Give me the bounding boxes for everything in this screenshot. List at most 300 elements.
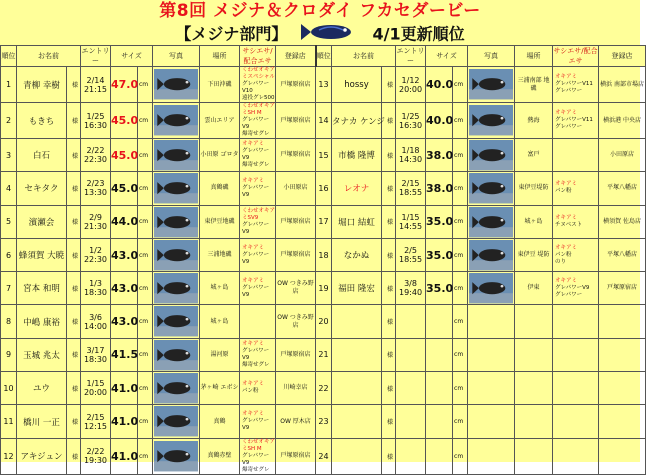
fishing-place: 伊東 bbox=[515, 272, 553, 305]
honorific: 様 bbox=[382, 338, 396, 371]
angler-name: タナカ ケンジ bbox=[332, 103, 382, 139]
table-row bbox=[1, 372, 646, 405]
fish-photo[interactable] bbox=[153, 172, 200, 205]
size-unit: cm bbox=[138, 338, 153, 371]
entry-datetime bbox=[396, 372, 426, 405]
entry-date: 1/25 bbox=[401, 111, 420, 121]
fishing-place: 東伊豆堤防 bbox=[515, 172, 553, 205]
size-unit: cm bbox=[453, 67, 468, 103]
fishing-place bbox=[515, 372, 553, 405]
fish-size: 43.0 bbox=[111, 305, 138, 338]
size-unit: cm bbox=[453, 172, 468, 205]
bait-info bbox=[240, 67, 276, 103]
fish-size: 35.0 bbox=[426, 205, 453, 238]
fish-photo[interactable] bbox=[468, 338, 515, 371]
entry-time: 20:00 bbox=[398, 84, 423, 94]
fish-photo[interactable] bbox=[468, 172, 515, 205]
bait-info bbox=[240, 238, 276, 271]
bait-info bbox=[553, 338, 599, 371]
shop-name: 小田原店 bbox=[599, 139, 646, 172]
angler-name: なかぬ bbox=[332, 238, 382, 271]
fishing-place: 真鶴赤壁 bbox=[200, 438, 240, 474]
rank-cell: 1 bbox=[1, 67, 17, 103]
angler-name bbox=[332, 372, 382, 405]
fishing-place: 東伊豆地磯 bbox=[200, 205, 240, 238]
bait-line: グレパワーV9 bbox=[242, 148, 270, 162]
fish-size: 45.0 bbox=[111, 172, 138, 205]
table-row bbox=[1, 139, 646, 172]
fish-photo[interactable] bbox=[153, 372, 200, 405]
fish-size: 47.0 bbox=[111, 67, 138, 103]
shop-name: 戸塚原宿店 bbox=[276, 438, 316, 474]
honorific: 様 bbox=[382, 139, 396, 172]
entry-time: 21:15 bbox=[83, 84, 108, 94]
bait-line: オキアミ bbox=[555, 244, 578, 251]
entry-date: 3/6 bbox=[89, 312, 102, 322]
entry-date: 3/17 bbox=[86, 345, 105, 355]
rank-cell: 3 bbox=[1, 139, 17, 172]
entry-date: 2/22 bbox=[86, 146, 105, 156]
fish-photo[interactable] bbox=[153, 405, 200, 438]
size-unit: cm bbox=[138, 272, 153, 305]
angler-name: 福田 隆宏 bbox=[332, 272, 382, 305]
fishing-place: 三浦南部 地磯 bbox=[515, 67, 553, 103]
entry-date: 2/22 bbox=[86, 447, 105, 457]
bait-info bbox=[240, 405, 276, 438]
entry-time: 18:30 bbox=[83, 288, 108, 298]
rank-cell: 21 bbox=[316, 338, 332, 371]
fish-photo[interactable] bbox=[468, 67, 515, 103]
size-unit: cm bbox=[138, 438, 153, 474]
bait-line: 爆寄せグレ bbox=[242, 466, 270, 473]
fishing-place: 東伊豆 堤防 bbox=[515, 238, 553, 271]
rank-cell: 14 bbox=[316, 103, 332, 139]
bait-info bbox=[553, 103, 599, 139]
fish-size bbox=[426, 372, 453, 405]
size-unit: cm bbox=[453, 438, 468, 474]
bait-line: グレパワーV9 bbox=[242, 418, 270, 432]
entry-datetime bbox=[396, 205, 426, 238]
fish-photo[interactable] bbox=[468, 438, 515, 474]
bait-line: オキアミ bbox=[555, 74, 578, 80]
fish-size: 41.0 bbox=[111, 405, 138, 438]
fish-size bbox=[426, 338, 453, 371]
angler-name: 堀口 結虹 bbox=[332, 205, 382, 238]
bait-line: グレパワー bbox=[555, 291, 583, 298]
rank-cell: 24 bbox=[316, 438, 332, 474]
entry-time: 22:30 bbox=[83, 155, 108, 165]
fish-photo[interactable] bbox=[468, 139, 515, 172]
bait-info bbox=[240, 338, 276, 371]
entry-date: 1/18 bbox=[401, 146, 420, 156]
honorific: 様 bbox=[382, 272, 396, 305]
entry-datetime bbox=[81, 205, 111, 238]
bait-line: パン粉 bbox=[242, 388, 259, 395]
entry-date: 1/2 bbox=[89, 246, 102, 256]
fish-size bbox=[426, 438, 453, 474]
rank-cell: 18 bbox=[316, 238, 332, 271]
fish-photo[interactable] bbox=[468, 305, 515, 338]
rank-cell: 22 bbox=[316, 372, 332, 405]
entry-datetime bbox=[81, 305, 111, 338]
entry-datetime bbox=[81, 272, 111, 305]
entry-datetime bbox=[396, 405, 426, 438]
fishing-place bbox=[515, 338, 553, 371]
honorific: 様 bbox=[67, 172, 81, 205]
angler-name: 中嶋 康裕 bbox=[17, 305, 67, 338]
bait-line: オキアミ bbox=[242, 244, 265, 251]
bait-line: のり bbox=[555, 258, 567, 265]
header-size: サイズ bbox=[111, 46, 153, 67]
entry-date: 1/12 bbox=[401, 75, 420, 85]
size-unit: cm bbox=[138, 305, 153, 338]
rank-cell: 11 bbox=[1, 405, 17, 438]
fish-photo[interactable] bbox=[468, 272, 515, 305]
entry-date: 2/9 bbox=[89, 212, 102, 222]
fish-size bbox=[426, 405, 453, 438]
honorific: 様 bbox=[67, 238, 81, 271]
fish-photo[interactable] bbox=[153, 205, 200, 238]
honorific: 様 bbox=[382, 238, 396, 271]
bait-line: オキアミ bbox=[242, 340, 265, 347]
entry-time: 16:30 bbox=[83, 120, 108, 130]
fishing-place: 富戸 bbox=[515, 139, 553, 172]
shop-name: 小田原店 bbox=[276, 172, 316, 205]
bait-line: オキアミ bbox=[242, 277, 265, 284]
shop-name bbox=[599, 372, 646, 405]
honorific: 様 bbox=[382, 172, 396, 205]
size-unit: cm bbox=[453, 238, 468, 271]
angler-name: hossy bbox=[332, 67, 382, 103]
fish-size: 43.0 bbox=[111, 272, 138, 305]
fish-size: 41.0 bbox=[111, 438, 138, 474]
bait-line: オキアミ bbox=[242, 381, 265, 388]
shop-name: 戸塚原宿店 bbox=[599, 272, 646, 305]
fish-photo[interactable] bbox=[153, 272, 200, 305]
angler-name bbox=[332, 338, 382, 371]
honorific: 様 bbox=[67, 305, 81, 338]
bait-info bbox=[553, 372, 599, 405]
fish-photo[interactable] bbox=[153, 438, 200, 474]
fish-photo[interactable] bbox=[468, 372, 515, 405]
fish-size: 45.0 bbox=[111, 103, 138, 139]
shop-name bbox=[599, 438, 646, 474]
fish-size: 35.0 bbox=[426, 272, 453, 305]
angler-name bbox=[332, 405, 382, 438]
fish-size: 40.0 bbox=[426, 67, 453, 103]
table-row bbox=[1, 172, 646, 205]
angler-name: セキタク bbox=[17, 172, 67, 205]
entry-time: 22:30 bbox=[83, 255, 108, 265]
entry-time: 19:30 bbox=[83, 456, 108, 466]
bait-info bbox=[553, 438, 599, 474]
honorific: 様 bbox=[67, 139, 81, 172]
entry-time: 18:55 bbox=[398, 255, 423, 265]
header-name: お名前 bbox=[17, 46, 81, 67]
entry-datetime bbox=[396, 139, 426, 172]
bait-line: グレパワーV10 bbox=[242, 81, 270, 94]
size-unit: cm bbox=[453, 305, 468, 338]
angler-name: アキジュン bbox=[17, 438, 67, 474]
table-row bbox=[1, 272, 646, 305]
rank-cell: 2 bbox=[1, 103, 17, 139]
table-row bbox=[1, 205, 646, 238]
bait-line: オキアミ bbox=[555, 181, 578, 188]
fish-size: 38.0 bbox=[426, 139, 453, 172]
entry-date: 2/5 bbox=[404, 246, 417, 256]
bait-info bbox=[240, 438, 276, 474]
honorific: 様 bbox=[67, 103, 81, 139]
fish-photo[interactable] bbox=[153, 139, 200, 172]
fishing-place: 下田沖磯 bbox=[200, 67, 240, 103]
bait-line: オキアミ bbox=[242, 411, 265, 418]
fishing-place: 小田原 ゴロタ bbox=[200, 139, 240, 172]
fish-photo[interactable] bbox=[153, 238, 200, 271]
shop-name: 横浜 南部市場店 bbox=[599, 67, 646, 103]
header-place-right: 場所 bbox=[515, 46, 553, 67]
size-unit: cm bbox=[138, 172, 153, 205]
entry-datetime bbox=[81, 139, 111, 172]
angler-name: 玉城 兆太 bbox=[17, 338, 67, 371]
rank-cell: 4 bbox=[1, 172, 17, 205]
size-unit: cm bbox=[138, 103, 153, 139]
entry-date: 2/15 bbox=[86, 412, 105, 422]
entry-time: 13:30 bbox=[83, 188, 108, 198]
size-unit: cm bbox=[138, 372, 153, 405]
shop-name bbox=[599, 405, 646, 438]
entry-date: 1/15 bbox=[401, 212, 420, 222]
bait-line: 爆寄せグレ bbox=[242, 131, 270, 137]
rank-cell: 8 bbox=[1, 305, 17, 338]
entry-datetime bbox=[396, 438, 426, 474]
fish-photo[interactable] bbox=[468, 205, 515, 238]
honorific: 様 bbox=[67, 272, 81, 305]
shop-name: OW つきみ野店 bbox=[276, 305, 316, 338]
bait-line: 遠投グレ500 bbox=[242, 95, 275, 101]
honorific: 様 bbox=[67, 205, 81, 238]
shop-name: 戸塚原宿店 bbox=[276, 103, 316, 139]
header-size-right: サイズ bbox=[426, 46, 468, 67]
header-rank-right: 順位 bbox=[316, 46, 332, 67]
fish-photo[interactable] bbox=[468, 103, 515, 139]
honorific: 様 bbox=[67, 67, 81, 103]
header-place: 場所 bbox=[200, 46, 240, 67]
bait-info bbox=[240, 205, 276, 238]
angler-name: 橋川 一正 bbox=[17, 405, 67, 438]
honorific: 様 bbox=[382, 405, 396, 438]
fishing-place bbox=[515, 405, 553, 438]
angler-name: 白石 bbox=[17, 139, 67, 172]
bait-info bbox=[240, 139, 276, 172]
table-row bbox=[1, 338, 646, 371]
fish-photo[interactable] bbox=[153, 305, 200, 338]
rank-cell: 16 bbox=[316, 172, 332, 205]
angler-name: 市橋 隆博 bbox=[332, 139, 382, 172]
fish-size: 43.0 bbox=[111, 238, 138, 271]
bait-line: くわせオキアミSV9 bbox=[242, 207, 276, 221]
fish-size: 35.0 bbox=[426, 238, 453, 271]
entry-datetime bbox=[81, 67, 111, 103]
rank-cell: 5 bbox=[1, 205, 17, 238]
bait-line: オキアミ bbox=[555, 277, 578, 284]
angler-name: レオナ bbox=[332, 172, 382, 205]
fishing-place: 熱海 bbox=[515, 103, 553, 139]
bait-line: グレパワーV11 bbox=[555, 117, 593, 123]
bait-line: グレパワーV9 bbox=[242, 251, 270, 265]
shop-name: 戸塚原宿店 bbox=[276, 238, 316, 271]
rank-cell: 10 bbox=[1, 372, 17, 405]
size-unit: cm bbox=[138, 238, 153, 271]
size-unit: cm bbox=[453, 372, 468, 405]
rank-cell: 6 bbox=[1, 238, 17, 271]
table-row bbox=[1, 67, 646, 103]
entry-time: 21:30 bbox=[83, 221, 108, 231]
bait-info bbox=[553, 238, 599, 271]
shop-name: OW 厚木店 bbox=[276, 405, 316, 438]
bait-line: グレパワーV9 bbox=[242, 284, 270, 298]
entry-datetime bbox=[396, 238, 426, 271]
fishing-place: 城ヶ島 bbox=[200, 272, 240, 305]
bait-info bbox=[240, 305, 276, 338]
table-row bbox=[1, 103, 646, 139]
entry-date: 1/3 bbox=[89, 279, 102, 289]
header-shop-right: 登録店 bbox=[599, 46, 646, 67]
bait-info bbox=[553, 272, 599, 305]
shop-name: 横浜港 中央店 bbox=[599, 103, 646, 139]
fishing-place: 城ヶ島 bbox=[200, 305, 240, 338]
angler-name: 宮本 和明 bbox=[17, 272, 67, 305]
entry-datetime bbox=[81, 438, 111, 474]
angler-name: 濱瀬会 bbox=[17, 205, 67, 238]
honorific: 様 bbox=[382, 438, 396, 474]
bait-line: グレパワーV9 bbox=[242, 347, 270, 361]
fish-photo[interactable] bbox=[468, 405, 515, 438]
honorific: 様 bbox=[382, 205, 396, 238]
header-photo-right: 写真 bbox=[468, 46, 515, 67]
honorific: 様 bbox=[382, 305, 396, 338]
size-unit: cm bbox=[453, 405, 468, 438]
honorific: 様 bbox=[67, 338, 81, 371]
angler-name bbox=[332, 305, 382, 338]
bait-line: くわせオキアミスペシャル bbox=[242, 67, 276, 80]
fish-photo[interactable] bbox=[153, 67, 200, 103]
entry-time: 16:30 bbox=[398, 120, 423, 130]
angler-name: 青柳 幸樹 bbox=[17, 67, 67, 103]
division-label: 【メジナ部門】 bbox=[175, 24, 288, 44]
shop-name: 戸塚原宿店 bbox=[276, 338, 316, 371]
entry-datetime bbox=[396, 103, 426, 139]
entry-date: 3/8 bbox=[404, 279, 417, 289]
angler-name: もきち bbox=[17, 103, 67, 139]
bait-line: くわせオキアミSH M bbox=[242, 103, 276, 116]
bait-line: グレパワーV11 bbox=[555, 81, 593, 87]
fish-size: 41.5 bbox=[111, 338, 138, 371]
update-label: 4/1更新順位 bbox=[372, 24, 465, 44]
fish-size bbox=[426, 305, 453, 338]
bait-line: グレパワーV9 bbox=[242, 452, 270, 466]
bait-line: グレパワーV9 bbox=[242, 184, 270, 198]
entry-datetime bbox=[81, 338, 111, 371]
angler-name: 蜂須賀 大暁 bbox=[17, 238, 67, 271]
header-bait: サシエサ/配合エサ bbox=[240, 46, 276, 67]
entry-date: 2/23 bbox=[86, 179, 105, 189]
bait-info bbox=[553, 305, 599, 338]
header-entry-right: エントリー bbox=[396, 47, 425, 65]
bait-line: パン粉 bbox=[555, 188, 572, 195]
fish-size: 44.0 bbox=[111, 205, 138, 238]
bait-info bbox=[553, 139, 599, 172]
bait-line: グレパワーV9 bbox=[555, 284, 590, 291]
header-rank: 順位 bbox=[1, 46, 17, 67]
bait-line: 爆寄せグレ bbox=[242, 361, 270, 368]
entry-datetime bbox=[81, 103, 111, 139]
ranking-rows bbox=[1, 67, 646, 475]
entry-date: 2/15 bbox=[401, 179, 420, 189]
fishing-place: 雲山エリア bbox=[200, 103, 240, 139]
entry-time: 14:30 bbox=[398, 155, 423, 165]
ranking-table bbox=[0, 45, 646, 475]
shop-name bbox=[599, 338, 646, 371]
shop-name: 平塚八幡店 bbox=[599, 172, 646, 205]
shop-name: 平塚八幡店 bbox=[599, 238, 646, 271]
entry-time: 14:55 bbox=[398, 221, 423, 231]
bait-line: オキアミ bbox=[555, 214, 578, 221]
rank-cell: 17 bbox=[316, 205, 332, 238]
bait-line: 爆寄せグレ bbox=[242, 162, 270, 169]
bait-line: グレパワーV9 bbox=[242, 221, 270, 235]
size-unit: cm bbox=[138, 67, 153, 103]
fish-photo[interactable] bbox=[153, 338, 200, 371]
size-unit: cm bbox=[453, 139, 468, 172]
fish-size: 45.0 bbox=[111, 139, 138, 172]
bait-line: オキアミ bbox=[242, 177, 265, 184]
bait-line: くわせオキアミSH M bbox=[242, 438, 276, 452]
rank-cell: 23 bbox=[316, 405, 332, 438]
angler-name: ユウ bbox=[17, 372, 67, 405]
rank-cell: 12 bbox=[1, 438, 17, 474]
rank-cell: 9 bbox=[1, 338, 17, 371]
entry-time: 12:15 bbox=[83, 421, 108, 431]
table-header-row bbox=[1, 46, 646, 67]
bait-info bbox=[240, 103, 276, 139]
table-row bbox=[1, 438, 646, 474]
rank-cell: 15 bbox=[316, 139, 332, 172]
size-unit: cm bbox=[453, 103, 468, 139]
bait-line: オキアミ bbox=[242, 141, 265, 148]
bait-info bbox=[240, 172, 276, 205]
size-unit: cm bbox=[453, 272, 468, 305]
shop-name: 川崎幸店 bbox=[276, 372, 316, 405]
bait-line: グレパワー bbox=[555, 124, 583, 130]
entry-date: 2/14 bbox=[86, 75, 105, 85]
entry-datetime bbox=[81, 372, 111, 405]
fish-photo[interactable] bbox=[153, 103, 200, 139]
rank-cell: 13 bbox=[316, 67, 332, 103]
entry-datetime bbox=[396, 67, 426, 103]
fishing-place bbox=[515, 305, 553, 338]
entry-datetime bbox=[396, 172, 426, 205]
fish-photo[interactable] bbox=[468, 238, 515, 271]
size-unit: cm bbox=[453, 338, 468, 371]
entry-datetime bbox=[396, 338, 426, 371]
table-row bbox=[1, 305, 646, 338]
fishing-place: 城ヶ島 bbox=[515, 205, 553, 238]
entry-datetime bbox=[81, 405, 111, 438]
entry-date: 1/25 bbox=[86, 111, 105, 121]
bait-info bbox=[553, 205, 599, 238]
table-row bbox=[1, 238, 646, 271]
fishing-place: 三浦地磯 bbox=[200, 238, 240, 271]
